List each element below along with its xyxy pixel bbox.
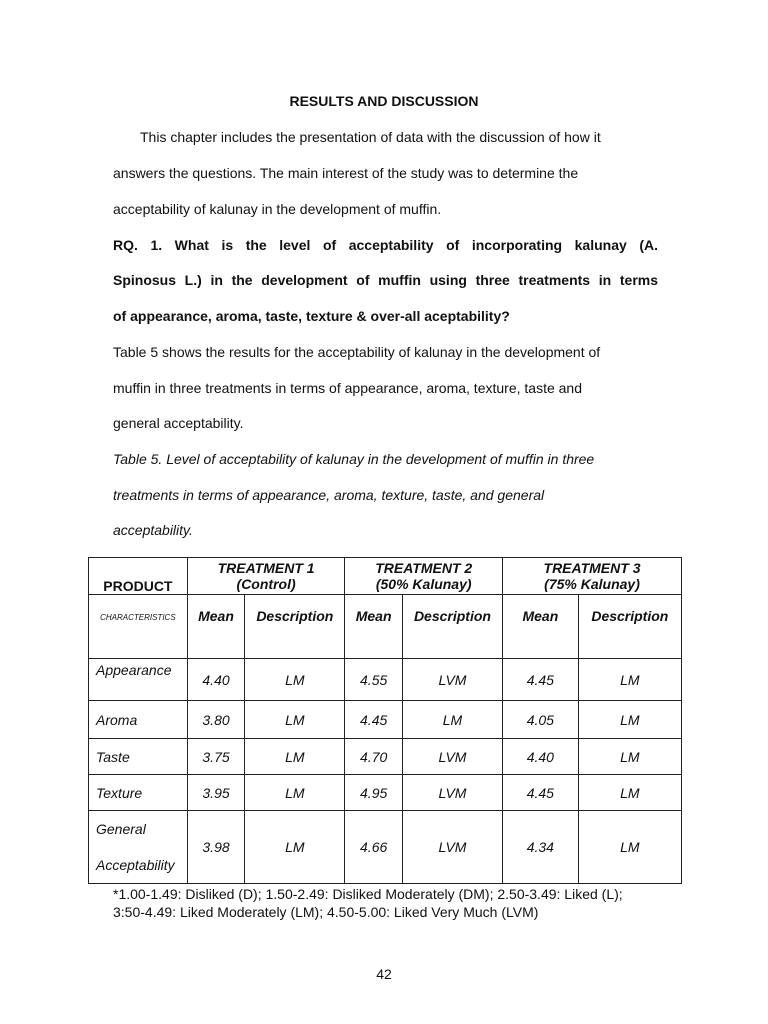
mean-cell: 3.98 (187, 811, 245, 884)
description-cell: LM (578, 811, 681, 884)
intro-line-3: acceptability of kalunay in the development of muffin. (113, 201, 442, 217)
caption-line-2: treatments in terms of appearance, aroma, texture, taste, and general (113, 487, 545, 503)
description-cell: LM (578, 739, 681, 775)
row-label-texture: Texture (89, 775, 188, 811)
row-label-aroma: Aroma (89, 701, 188, 739)
treatment-3-sub: (75% Kalunay) (544, 576, 640, 592)
results-table (88, 557, 682, 884)
table-row (89, 659, 682, 701)
rq-line-1: RQ. 1. What is the level of acceptability of incorporating kalunay (A. (113, 237, 658, 253)
mean-cell: 3.95 (187, 775, 245, 811)
description-cell: LM (245, 775, 345, 811)
rq-line-3: of appearance, aroma, taste, texture & over-all aceptability? (113, 308, 510, 324)
mean-header-1: Mean (187, 595, 245, 659)
section-heading: RESULTS AND DISCUSSION (289, 93, 479, 109)
description-cell: LVM (402, 811, 502, 884)
description-cell: LM (578, 701, 681, 739)
page-number: 42 (376, 966, 392, 982)
row-label-general-acceptability (89, 811, 188, 884)
treatment-3-name: TREATMENT 3 (543, 560, 641, 576)
description-cell: LM (402, 701, 502, 739)
description-header-2: Description (402, 595, 502, 659)
caption-line-3: acceptability. (113, 522, 193, 538)
table-intro-line-2: muffin in three treatments in terms of appearance, aroma, texture, taste and (113, 380, 582, 396)
intro-line-2: answers the questions. The main interest of the study was to determine the (113, 165, 579, 181)
table-row (89, 811, 682, 884)
description-cell: LM (245, 701, 345, 739)
treatment-1-sub: (Control) (236, 576, 296, 592)
mean-cell: 4.66 (345, 811, 403, 884)
table-row (89, 739, 682, 775)
row-label-line-1: General (96, 821, 146, 837)
treatment-3-header (503, 558, 682, 595)
mean-cell: 4.55 (345, 659, 403, 701)
description-cell: LM (578, 659, 681, 701)
row-label-appearance: Appearance (89, 659, 188, 701)
description-cell: LVM (402, 659, 502, 701)
description-cell: LVM (402, 739, 502, 775)
mean-header-3: Mean (503, 595, 579, 659)
row-label-line-2: Acceptability (96, 857, 175, 873)
mean-header-2: Mean (345, 595, 403, 659)
description-cell: LM (578, 775, 681, 811)
mean-cell: 4.40 (187, 659, 245, 701)
description-header-3: Description (578, 595, 681, 659)
mean-cell: 4.40 (503, 739, 579, 775)
product-header: PRODUCT (103, 578, 173, 594)
treatment-2-header (345, 558, 503, 595)
mean-cell: 4.95 (345, 775, 403, 811)
treatment-2-name: TREATMENT 2 (375, 560, 473, 576)
row-label-taste: Taste (89, 739, 188, 775)
mean-cell: 4.45 (503, 659, 579, 701)
description-cell: LM (245, 739, 345, 775)
product-header-cell (89, 558, 188, 595)
treatment-2-sub: (50% Kalunay) (375, 576, 472, 592)
table-intro-line-3: general acceptability. (113, 415, 244, 431)
legend-line-1: *1.00-1.49: Disliked (D); 1.50-2.49: Disliked Moderately (DM); 2.50-3.49: Liked (L); (113, 886, 623, 902)
characteristics-header: CHARACTERISTICS (89, 595, 188, 659)
description-cell: LVM (402, 775, 502, 811)
mean-cell: 4.70 (345, 739, 403, 775)
column-header-row (89, 595, 682, 659)
mean-cell: 4.05 (503, 701, 579, 739)
table-intro-line-1: Table 5 shows the results for the acceptability of kalunay in the development of (113, 344, 601, 360)
description-cell: LM (245, 659, 345, 701)
description-header-1: Description (245, 595, 345, 659)
treatment-1-name: TREATMENT 1 (217, 560, 315, 576)
table-row (89, 701, 682, 739)
mean-cell: 4.45 (503, 775, 579, 811)
caption-line-1: Table 5. Level of acceptability of kalunay in the development of muffin in three (113, 451, 595, 467)
table-row (89, 775, 682, 811)
treatment-header-row (89, 558, 682, 595)
rq-line-2: Spinosus L.) in the development of muffin using three treatments in terms (113, 272, 658, 288)
treatment-1-header (187, 558, 345, 595)
mean-cell: 3.80 (187, 701, 245, 739)
mean-cell: 4.45 (345, 701, 403, 739)
description-cell: LM (245, 811, 345, 884)
legend-line-2: 3:50-4.49: Liked Moderately (LM); 4.50-5.00: Liked Very Much (LVM) (113, 904, 539, 920)
mean-cell: 3.75 (187, 739, 245, 775)
mean-cell: 4.34 (503, 811, 579, 884)
intro-line-1: This chapter includes the presentation of data with the discussion of how it (140, 129, 601, 145)
